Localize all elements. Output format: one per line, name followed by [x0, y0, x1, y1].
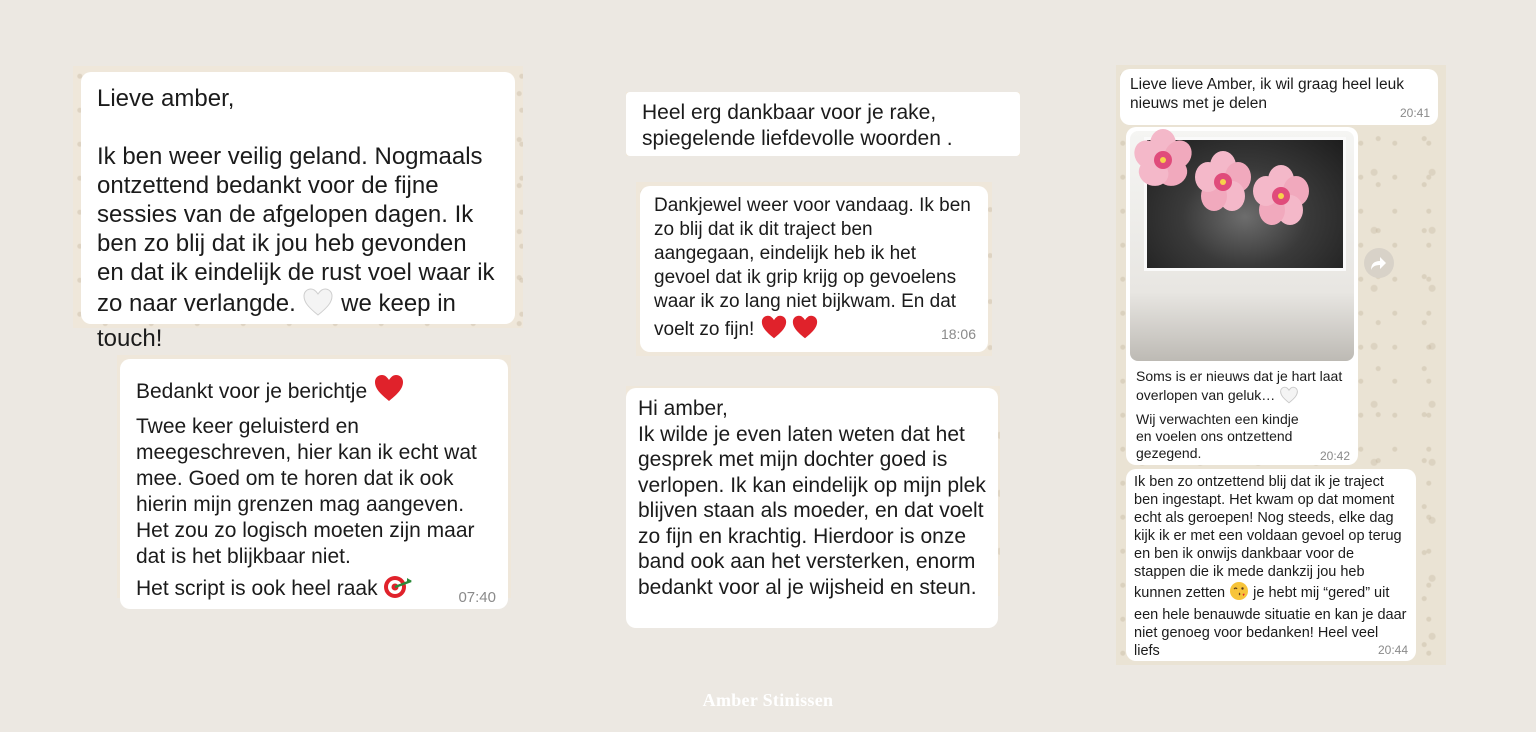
- message-text: Lieve lieve Amber, ik wil graag heel leuk nieuws met je delen: [1130, 76, 1404, 112]
- white-heart-icon: [1279, 386, 1299, 409]
- testimonial-screenshot-1: [73, 66, 523, 352]
- testimonial-screenshot-6: [1116, 65, 1446, 665]
- message-bubble: [640, 186, 988, 352]
- testimonial-screenshot-3: [626, 92, 1020, 156]
- forward-button[interactable]: [1364, 248, 1394, 278]
- message-timestamp: 20:41: [1399, 106, 1430, 120]
- kiss-face-icon: [1229, 581, 1249, 606]
- red-heart-icon: [373, 373, 405, 410]
- message-bubble: [1120, 69, 1438, 125]
- message-text: Het script is ook heel raak: [136, 577, 378, 600]
- ultrasound-photo: [1130, 131, 1354, 361]
- image-caption: Wij verwachten een kindje en voelen ons ontzettend gezegend.: [1136, 411, 1299, 461]
- message-timestamp: 07:40: [458, 589, 496, 606]
- message-text: je hebt mij “gered” uit een hele benauwde situatie en kan je daar niet genoeg voor bedanken! Heel veel liefs: [1134, 585, 1407, 659]
- image-message-bubble: [1126, 127, 1358, 465]
- message-bubble: [626, 388, 998, 628]
- red-heart-icon: [760, 314, 788, 347]
- message-text: Heel erg dankbaar voor je rake, spiegelende liefdevolle woorden .: [642, 101, 953, 150]
- testimonial-screenshot-5: [626, 386, 1000, 599]
- message-text: Dankjewel weer voor vandaag. Ik ben zo blij dat ik dit traject ben aangegaan, eindelijk heb ik het gevoel dat ik grip krijg op gevoelens waar ik zo lang niet bijkwam. En dat voelt zo fijn!: [654, 195, 971, 340]
- message-text: Lieve amber, Ik ben weer veilig geland. Nogmaals ontzettend bedankt voor de fijne sessies van de afgelopen dagen. Ik ben zo blij dat ik jou heb gevonden en dat ik eindelijk de rust voel waar ik zo naar verlangde.: [97, 85, 495, 317]
- footer-brand-name: Amber Stinissen: [702, 690, 834, 710]
- red-heart-icon: [791, 314, 819, 347]
- message-text: Bedankt voor je berichtje: [136, 380, 368, 403]
- message-text: Twee keer geluisterd en meegeschreven, hier kan ik echt wat mee. Goed om te horen dat ik ook hierin mijn grenzen mag aangeven. Het zou zo logisch moeten zijn maar dat is het blijkbaar niet.: [136, 415, 477, 568]
- hibiscus-flower-icon: [1246, 161, 1316, 231]
- testimonial-screenshot-4: [636, 182, 992, 356]
- message-bubble: [1126, 469, 1416, 661]
- message-text: Hi amber, Ik wilde je even laten weten dat het gesprek met mijn dochter goed is verlopen. Ik kan eindelijk op mijn plek blijven staan als moeder, en dat voelt zo fijn en krachtig. Hierdoor is onze band ook aan het versterken, enorm bedankt voor al je wijsheid en steun.: [638, 397, 986, 599]
- forward-icon: [1370, 255, 1388, 271]
- message-text-end: we keep in touch!: [97, 290, 456, 352]
- target-dart-icon: [383, 574, 413, 607]
- message-bubble: [626, 92, 1020, 156]
- message-bubble: [120, 359, 508, 609]
- testimonial-screenshot-2: [117, 355, 511, 606]
- message-bubble: [81, 72, 515, 352]
- message-timestamp: 20:44: [1377, 643, 1408, 657]
- message-text: Ik ben zo ontzettend blij dat ik je traject ben ingestapt. Het kwam op dat moment echt als geroepen! Nog steeds, elke dag kijk ik er met een voldaan gevoel op terug en ben ik onwijs dankbaar voor de stappen die ik mede dankzij jou heb kunnen zetten: [1134, 474, 1402, 601]
- white-heart-icon: [302, 287, 334, 324]
- message-timestamp: 18:06: [940, 326, 976, 342]
- message-timestamp: 20:42: [1319, 449, 1350, 463]
- image-caption: Soms is er nieuws dat je hart laat overlopen van geluk…: [1136, 368, 1343, 403]
